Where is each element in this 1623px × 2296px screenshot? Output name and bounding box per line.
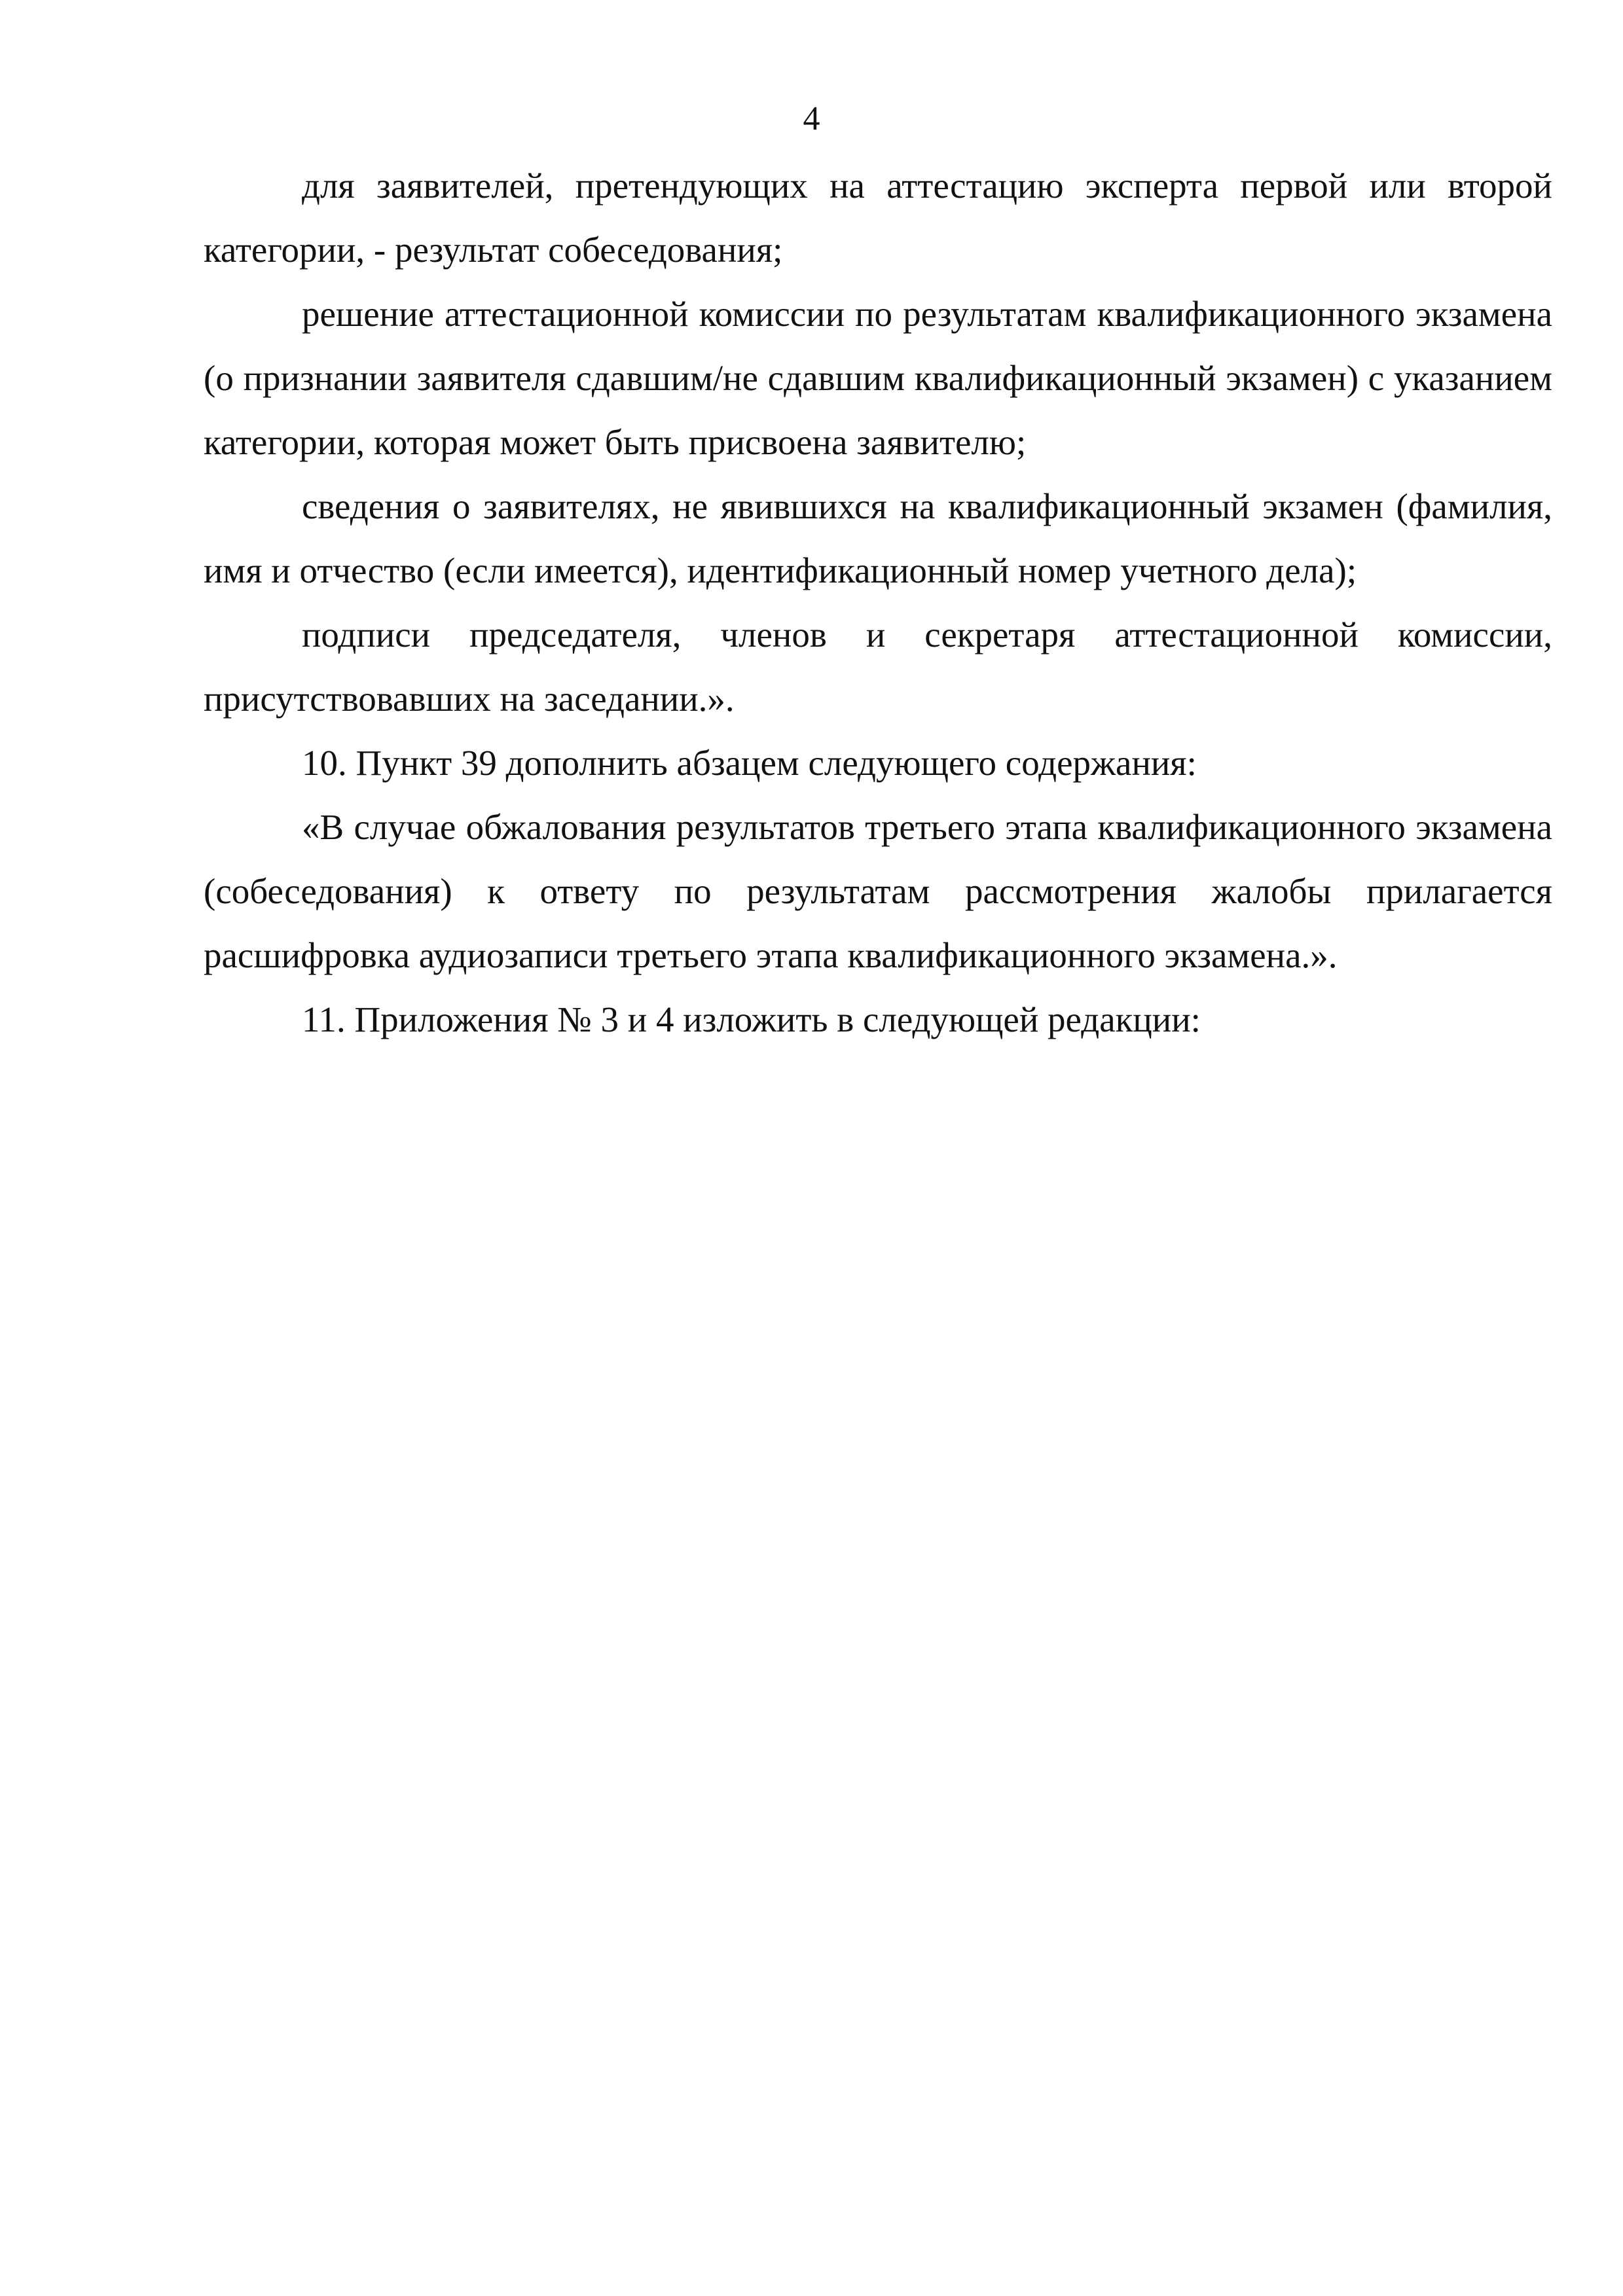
paragraph-commission-decision: решение аттестационной комиссии по результатам квалификационного экзамена (о признании заявителя сдавшим/не сдавшим квалификационный экзамен) с указанием категории, которая может быть присвоена заявителю; <box>204 294 1552 462</box>
paragraph-interview-result: для заявителей, претендующих на аттестацию эксперта первой или второй категории, - результат собеседования; <box>204 166 1552 270</box>
paragraph-item-11: 11. Приложения № 3 и 4 изложить в следующей редакции: <box>302 999 1201 1039</box>
paragraph-appeal-transcript: «В случае обжалования результатов третьего этапа квалификационного экзамена (собеседования) к ответу по результатам рассмотрения жалобы прилагается расшифровка аудиозаписи третьего этапа квалификационного экзамена.». <box>204 807 1552 975</box>
paragraph-absent-applicants: сведения о заявителях, не явившихся на квалификационный экзамен (фамилия, имя и отчество (если имеется), идентификационный номер учетного дела); <box>204 486 1552 590</box>
paragraph-signatures: подписи председателя, членов и секретаря аттестационной комиссии, присутствовавших на заседании.». <box>204 615 1552 719</box>
page-number: 4 <box>803 100 820 137</box>
document-body <box>204 154 1552 1052</box>
paragraph-item-10: 10. Пункт 39 дополнить абзацем следующего содержания: <box>302 743 1197 783</box>
